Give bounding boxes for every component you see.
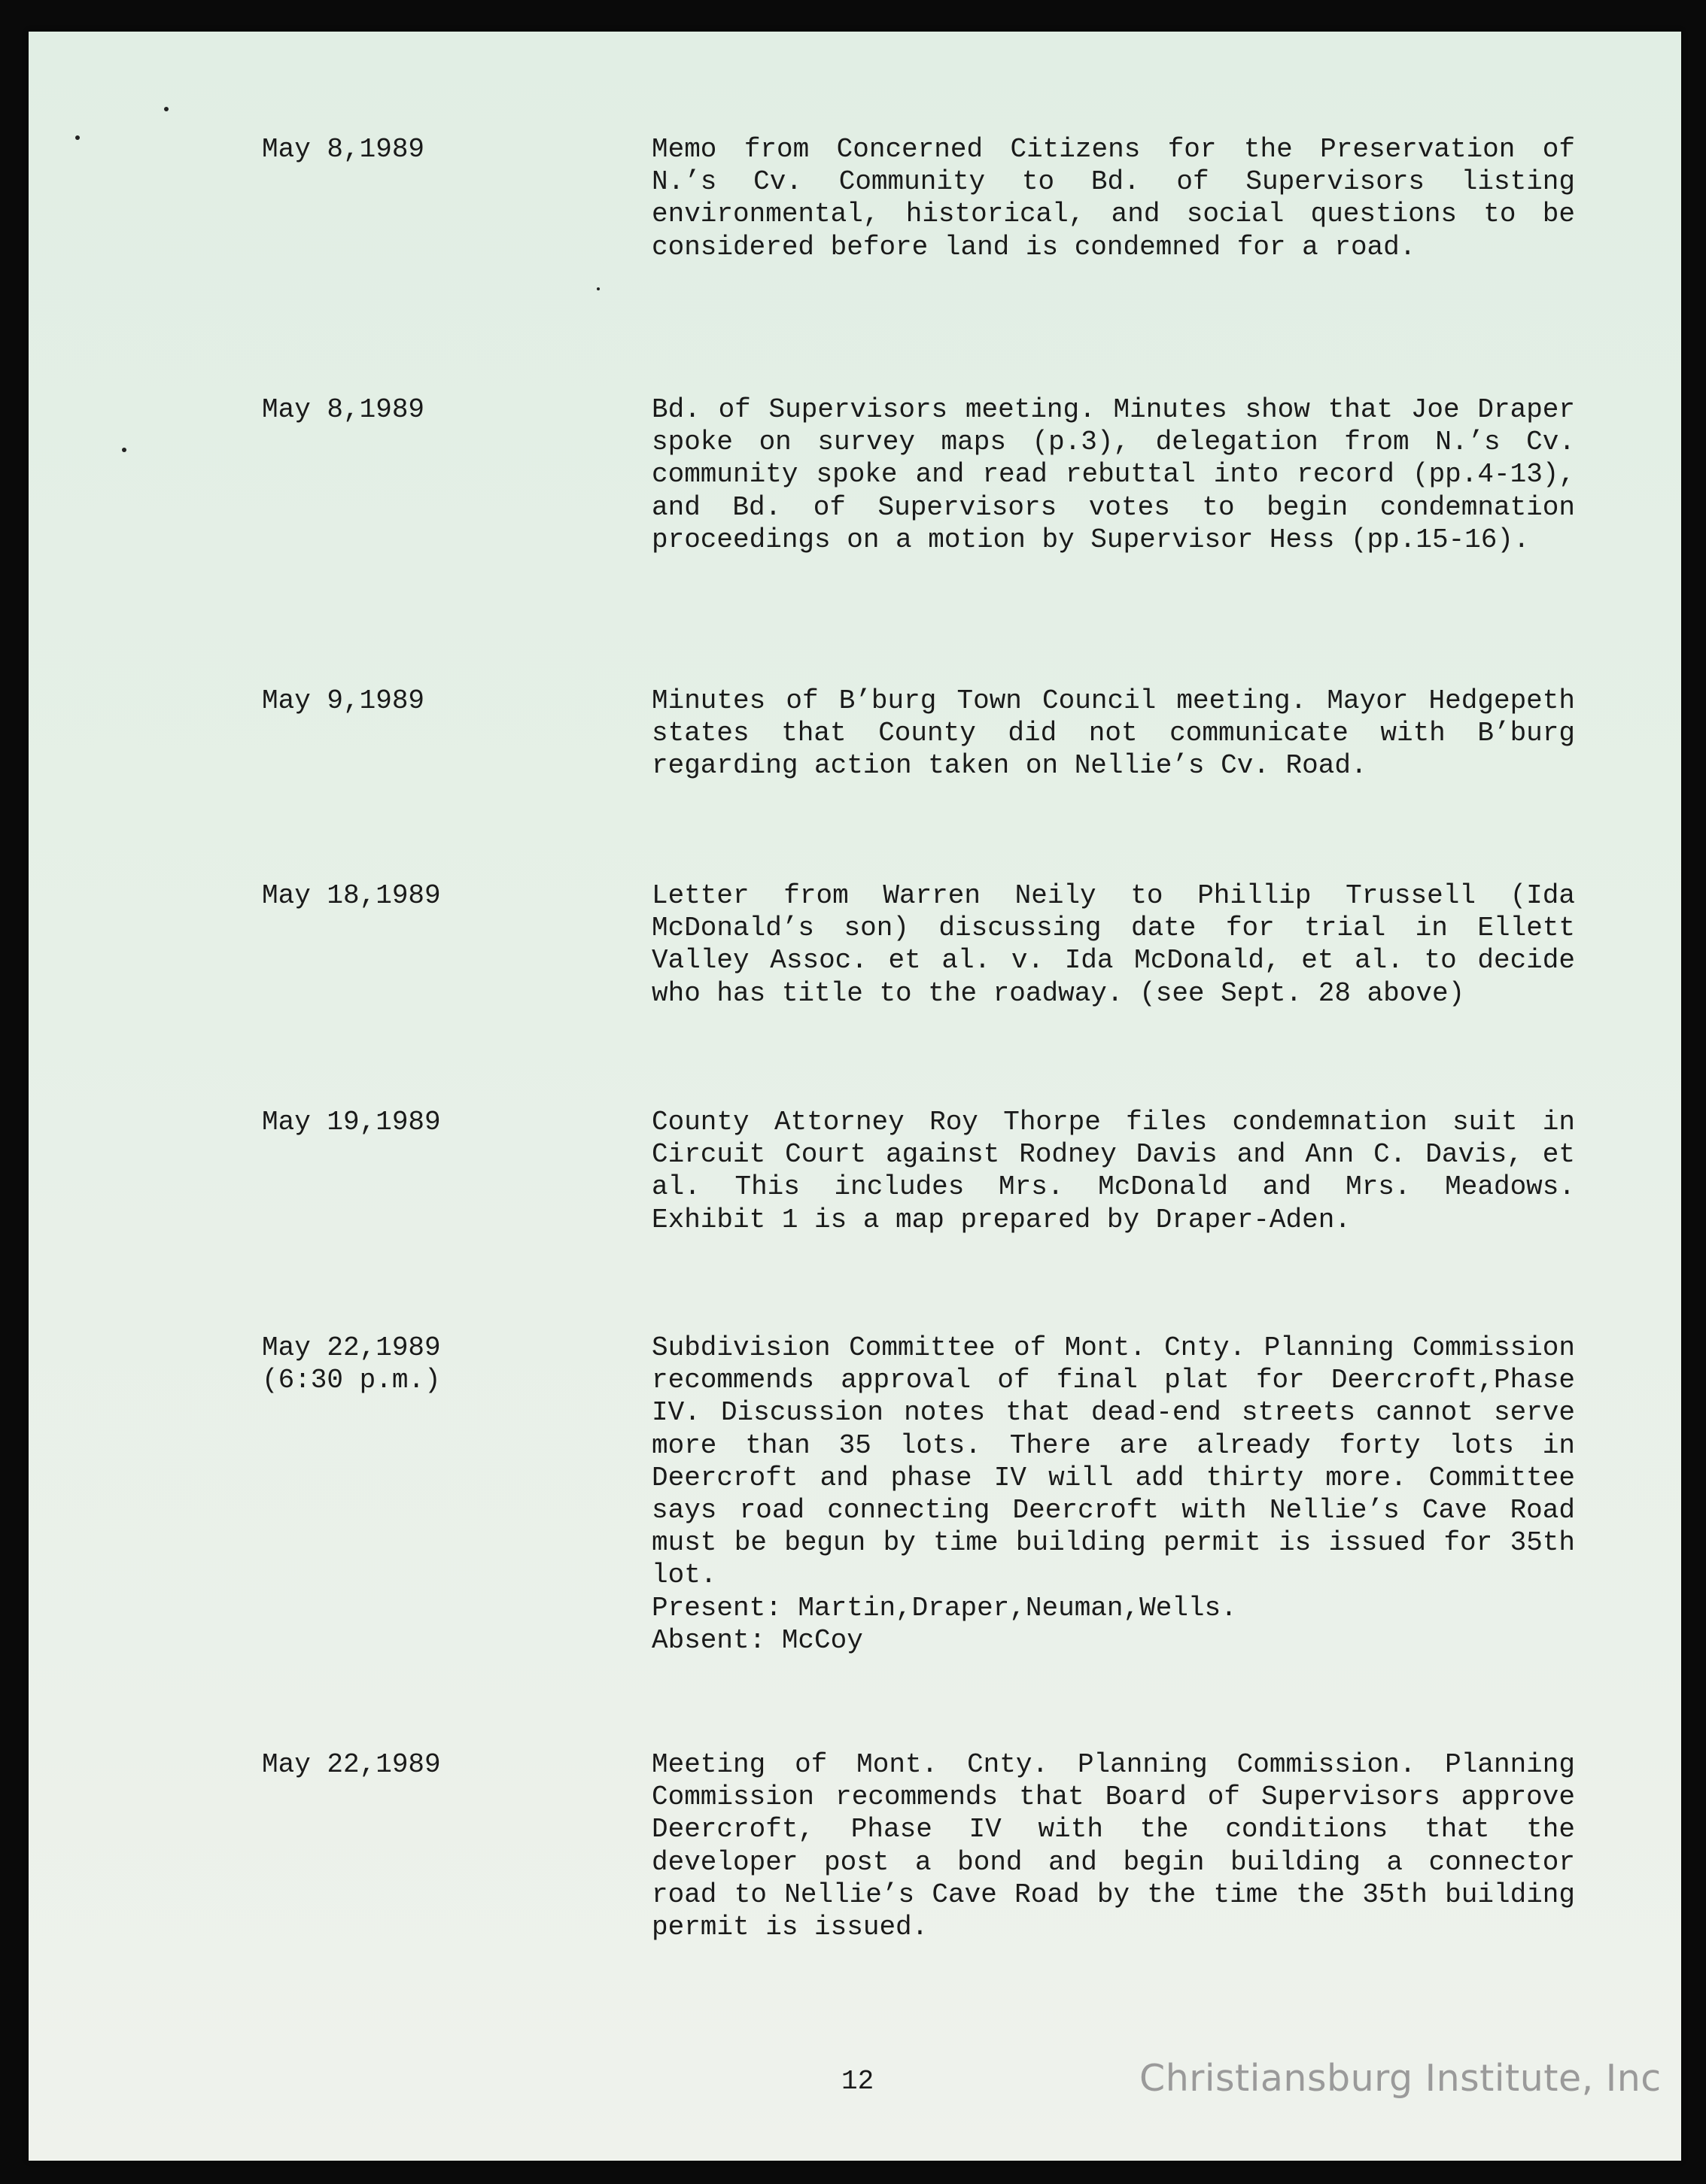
entry-description: Meeting of Mont. Cnty. Planning Commission. Planning Commission recommends that Board of Supervisors approve Deercroft, Phase IV with the conditions that the developer post a bond and begin building a connector road to Nellie’s Cave Road by the time the 35th building permit is issued. (652, 1749, 1575, 1943)
entry-date: May 19,1989 (262, 1107, 441, 1138)
entry-description: County Attorney Roy Thorpe files condemnation suit in Circuit Court against Rodney Davis and Ann C. Davis, et al. This includes Mrs. McDonald and Mrs. Meadows. Exhibit 1 is a map prepared by Draper-Aden. (652, 1107, 1575, 1235)
entry-description: Memo from Concerned Citizens for the Preservation of N.’s Cv. Community to Bd. of Supervisors listing environmental, historical, and social questions to be considered before land is condemned for a road. (652, 134, 1575, 263)
watermark: Christiansburg Institute, Inc (1139, 2057, 1662, 2100)
entry-date: May 22,1989 (6:30 p.m.) (262, 1332, 441, 1396)
attendance-absent: Absent: McCoy (652, 1624, 863, 1656)
entry-date: May 8,1989 (262, 394, 425, 425)
entry-description-body: Subdivision Committee of Mont. Cnty. Planning Commission recommends approval of final plat for Deercroft,Phase IV. Discussion notes that dead-end streets cannot serve more than 35 lots. There are already forty lots in Deercroft and phase IV will add thirty more. Committee says road connecting Deercroft with Nellie’s Cave Road must be begun by time building permit is issued for 35th lot. (652, 1332, 1575, 1591)
scan-speck (597, 287, 600, 290)
entry-description: Letter from Warren Neily to Phillip Trussell (Ida McDonald’s son) discussing date for trial in Ellett Valley Assoc. et al. v. Ida McDonald, et al. to decide who has title to the roadway. (see Sept. 28 above) (652, 880, 1575, 1009)
entry-date: May 18,1989 (262, 880, 441, 911)
document-page (29, 32, 1681, 2161)
scan-speck (164, 107, 169, 111)
entry-date: May 8,1989 (262, 134, 425, 165)
scan-speck (122, 448, 126, 452)
page-number: 12 (841, 2066, 874, 2097)
entry-date: May 22,1989 (262, 1749, 441, 1780)
entry-description (652, 1332, 1575, 1657)
scan-speck (75, 135, 80, 140)
attendance-present: Present: Martin,Draper,Neuman,Wells. (652, 1592, 1237, 1624)
entry-description: Bd. of Supervisors meeting. Minutes show that Joe Draper spoke on survey maps (p.3), delegation from N.’s Cv. community spoke and read rebuttal into record (pp.4-13), and Bd. of Supervisors votes to begin condemnation proceedings on a motion by Supervisor Hess (pp.15-16). (652, 394, 1575, 555)
entry-date: May 9,1989 (262, 685, 425, 716)
entry-description: Minutes of B’burg Town Council meeting. Mayor Hedgepeth states that County did not communicate with B’burg regarding action taken on Nellie’s Cv. Road. (652, 685, 1575, 782)
